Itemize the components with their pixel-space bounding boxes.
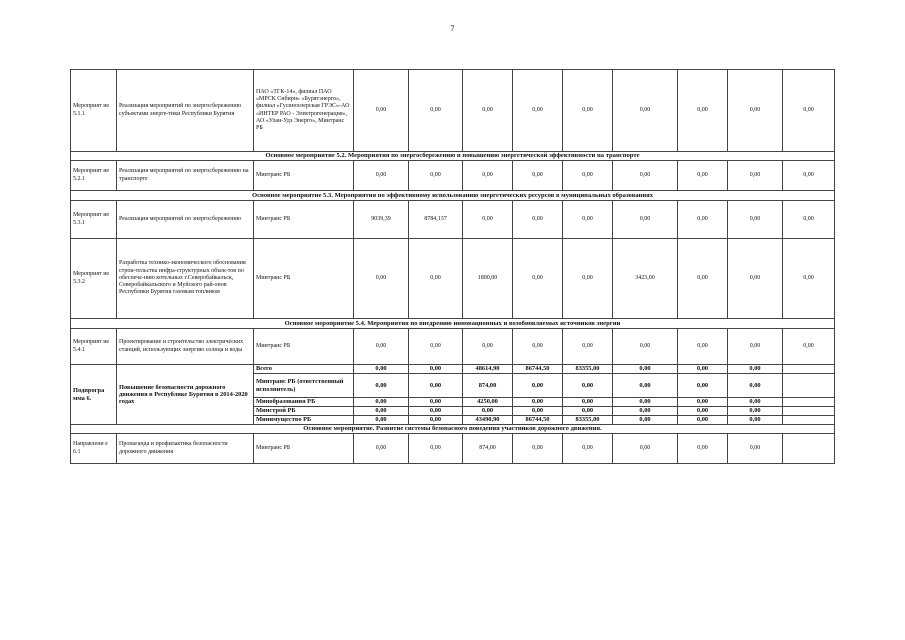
value-cell: 43490,90 — [463, 416, 513, 425]
value-cell: 0,00 — [409, 398, 463, 407]
value-cell: 0,00 — [728, 416, 783, 425]
table-row — [71, 329, 835, 365]
value-cell: 0,00 — [728, 407, 783, 416]
value-cell: 0,00 — [613, 365, 678, 374]
value-cell: 0,00 — [409, 329, 463, 365]
empty-cell — [783, 365, 835, 374]
section-row — [71, 191, 835, 201]
row-name: Реализация мероприятий по энергосбережению — [117, 201, 254, 239]
value-cell: 0,00 — [728, 201, 783, 239]
section-row — [71, 319, 835, 329]
value-cell: 0,00 — [354, 407, 409, 416]
value-cell: 8784,137 — [409, 201, 463, 239]
subprogram-executor: Минобразования РБ — [254, 398, 354, 407]
value-cell: 0,00 — [613, 161, 678, 191]
value-cell: 0,00 — [409, 365, 463, 374]
value-cell: 0,00 — [463, 407, 513, 416]
value-cell: 83355,00 — [563, 416, 613, 425]
value-cell: 0,00 — [354, 434, 409, 464]
subprogram-executor: Минстрой РБ — [254, 407, 354, 416]
value-cell: 0,00 — [513, 329, 563, 365]
value-cell: 0,00 — [463, 161, 513, 191]
row-name: Проектирование и строительство электрических станций, использующих энергию солнца и воды — [117, 329, 254, 365]
value-cell: 0,00 — [728, 161, 783, 191]
row-executor: Минтранс РБ — [254, 201, 354, 239]
value-cell: 0,00 — [563, 398, 613, 407]
value-cell: 0,00 — [354, 416, 409, 425]
empty-cell — [783, 374, 835, 398]
value-cell: 0,00 — [613, 374, 678, 398]
value-cell: 0,00 — [728, 365, 783, 374]
value-cell: 4250,00 — [463, 398, 513, 407]
value-cell: 0,00 — [678, 239, 728, 319]
section-title: Основное мероприятие 5.3. Мероприятия по эффективному использованию энергетических ресурсов в муниципальных образованиях — [71, 191, 835, 201]
row-executor: ПАО «ТГК-14», филиал ПАО «МРСК Сибири» «Бурятэнерго», филиал «Гусиноозерская ГРЭС»-АО «ИНТЕР РАО - Электрогенерация», АО «Улан-Удэ Энерго», Минтранс РБ — [254, 70, 354, 152]
section-title: Основное мероприятие 5.4. Мероприятия по внедрению инновационных и возобновляемых источников энергии — [71, 319, 835, 329]
value-cell: 0,00 — [728, 398, 783, 407]
section-title: Основное мероприятие. Развитие системы безопасного поведения участников дорожного движения. — [71, 425, 835, 434]
subprogram-name: Повышение безопасности дорожного движения в Республике Бурятия в 2014-2020 годах — [117, 365, 254, 425]
value-cell: 0,00 — [463, 201, 513, 239]
value-cell: 0,00 — [728, 239, 783, 319]
value-cell: 874,00 — [463, 434, 513, 464]
table-row — [71, 161, 835, 191]
value-cell: 874,00 — [463, 374, 513, 398]
value-cell: 0,00 — [783, 161, 835, 191]
value-cell: 0,00 — [563, 161, 613, 191]
value-cell: 0,00 — [613, 70, 678, 152]
value-cell: 0,00 — [513, 374, 563, 398]
value-cell: 0,00 — [563, 374, 613, 398]
row-executor: Минтранс РБ — [254, 434, 354, 464]
value-cell: 86744,50 — [513, 365, 563, 374]
value-cell: 0,00 — [409, 239, 463, 319]
row-name: Разработка технико-экономического обоснования строи-тельства инфра-структурных объек-тов по обеспече-нию котельных г.Северобайкальск, Северобайкальского и Муйского рай-онов Республики Бурятия газовым топливом — [117, 239, 254, 319]
value-cell: 0,00 — [513, 70, 563, 152]
value-cell: 0,00 — [613, 201, 678, 239]
value-cell: 0,00 — [409, 70, 463, 152]
value-cell: 0,00 — [613, 434, 678, 464]
row-executor: Минтранс РБ — [254, 329, 354, 365]
value-cell: 0,00 — [354, 374, 409, 398]
value-cell: 0,00 — [678, 161, 728, 191]
table-row — [71, 201, 835, 239]
value-cell — [783, 434, 835, 464]
value-cell: 0,00 — [613, 407, 678, 416]
value-cell: 0,00 — [678, 407, 728, 416]
table-row — [71, 70, 835, 152]
table-row — [71, 434, 835, 464]
value-cell: 9039,39 — [354, 201, 409, 239]
value-cell: 0,00 — [463, 70, 513, 152]
value-cell: 0,00 — [563, 201, 613, 239]
value-cell: 0,00 — [563, 407, 613, 416]
empty-cell — [783, 398, 835, 407]
value-cell: 0,00 — [354, 239, 409, 319]
value-cell: 0,00 — [354, 329, 409, 365]
section-row — [71, 152, 835, 161]
value-cell: 0,00 — [354, 365, 409, 374]
value-cell: 0,00 — [409, 407, 463, 416]
value-cell: 0,00 — [409, 434, 463, 464]
value-cell: 0,00 — [513, 161, 563, 191]
row-name: Реализация мероприятий по энергосбережению на транспорте — [117, 161, 254, 191]
row-code: Мероприят ие 5.4.1 — [71, 329, 117, 365]
empty-cell — [783, 416, 835, 425]
value-cell: 0,00 — [563, 329, 613, 365]
value-cell: 0,00 — [678, 374, 728, 398]
value-cell: 0,00 — [513, 434, 563, 464]
row-code: Направлени е 6.1 — [71, 434, 117, 464]
value-cell: 0,00 — [513, 407, 563, 416]
value-cell: 0,00 — [678, 416, 728, 425]
subprogram-code: Подпрогра мма 6. — [71, 365, 117, 425]
value-cell: 0,00 — [409, 374, 463, 398]
value-cell: 86744,50 — [513, 416, 563, 425]
value-cell: 0,00 — [563, 239, 613, 319]
subprogram-executor: Минтранс РБ (ответственный исполнитель) — [254, 374, 354, 398]
value-cell: 0,00 — [678, 365, 728, 374]
value-cell: 0,00 — [613, 398, 678, 407]
value-cell: 0,00 — [409, 161, 463, 191]
row-executor: Минтранс РБ — [254, 161, 354, 191]
value-cell: 0,00 — [613, 329, 678, 365]
empty-cell — [783, 407, 835, 416]
value-cell: 0,00 — [783, 329, 835, 365]
subprogram-executor: Всего — [254, 365, 354, 374]
value-cell: 0,00 — [563, 434, 613, 464]
value-cell: 0,00 — [783, 70, 835, 152]
value-cell: 0,00 — [409, 416, 463, 425]
value-cell: 0,00 — [354, 70, 409, 152]
value-cell: 0,00 — [513, 398, 563, 407]
value-cell: 0,00 — [678, 329, 728, 365]
value-cell: 0,00 — [563, 70, 613, 152]
row-code: Мероприят ие 5.2.1 — [71, 161, 117, 191]
value-cell: 3423,00 — [613, 239, 678, 319]
row-code: Мероприят ие 5.3.1 — [71, 201, 117, 239]
value-cell: 0,00 — [678, 434, 728, 464]
table-row — [71, 239, 835, 319]
subprogram-row — [71, 365, 835, 374]
value-cell: 0,00 — [463, 329, 513, 365]
value-cell: 0,00 — [783, 239, 835, 319]
page-number: 7 — [450, 24, 455, 33]
value-cell: 0,00 — [728, 329, 783, 365]
value-cell: 0,00 — [513, 239, 563, 319]
value-cell: 0,00 — [354, 398, 409, 407]
value-cell: 0,00 — [513, 201, 563, 239]
value-cell: 0,00 — [678, 201, 728, 239]
value-cell: 0,00 — [354, 161, 409, 191]
value-cell: 0,00 — [728, 434, 783, 464]
budget-table — [70, 69, 835, 464]
value-cell: 0,00 — [783, 201, 835, 239]
value-cell: 83355,00 — [563, 365, 613, 374]
value-cell: 0,00 — [678, 398, 728, 407]
section-row — [71, 425, 835, 434]
value-cell: 1800,00 — [463, 239, 513, 319]
row-executor: Минтранс РБ — [254, 239, 354, 319]
section-title: Основное мероприятие 5.2. Мероприятия по энергосбережению и повышению энергетической эффективности на транспорте — [71, 152, 835, 161]
row-name: Реализация мероприятий по энергосбережению субъектами энерге-тики Республики Бурятия — [117, 70, 254, 152]
value-cell: 48614,90 — [463, 365, 513, 374]
row-name: Пропаганда и профилактика безопасности дорожного движения — [117, 434, 254, 464]
value-cell: 0,00 — [728, 374, 783, 398]
value-cell: 0,00 — [678, 70, 728, 152]
value-cell: 0,00 — [728, 70, 783, 152]
row-code: Мероприят ие 5.3.2 — [71, 239, 117, 319]
subprogram-executor: Минимущество РБ — [254, 416, 354, 425]
value-cell: 0,00 — [613, 416, 678, 425]
row-code: Мероприят ие 5.1.1 — [71, 70, 117, 152]
